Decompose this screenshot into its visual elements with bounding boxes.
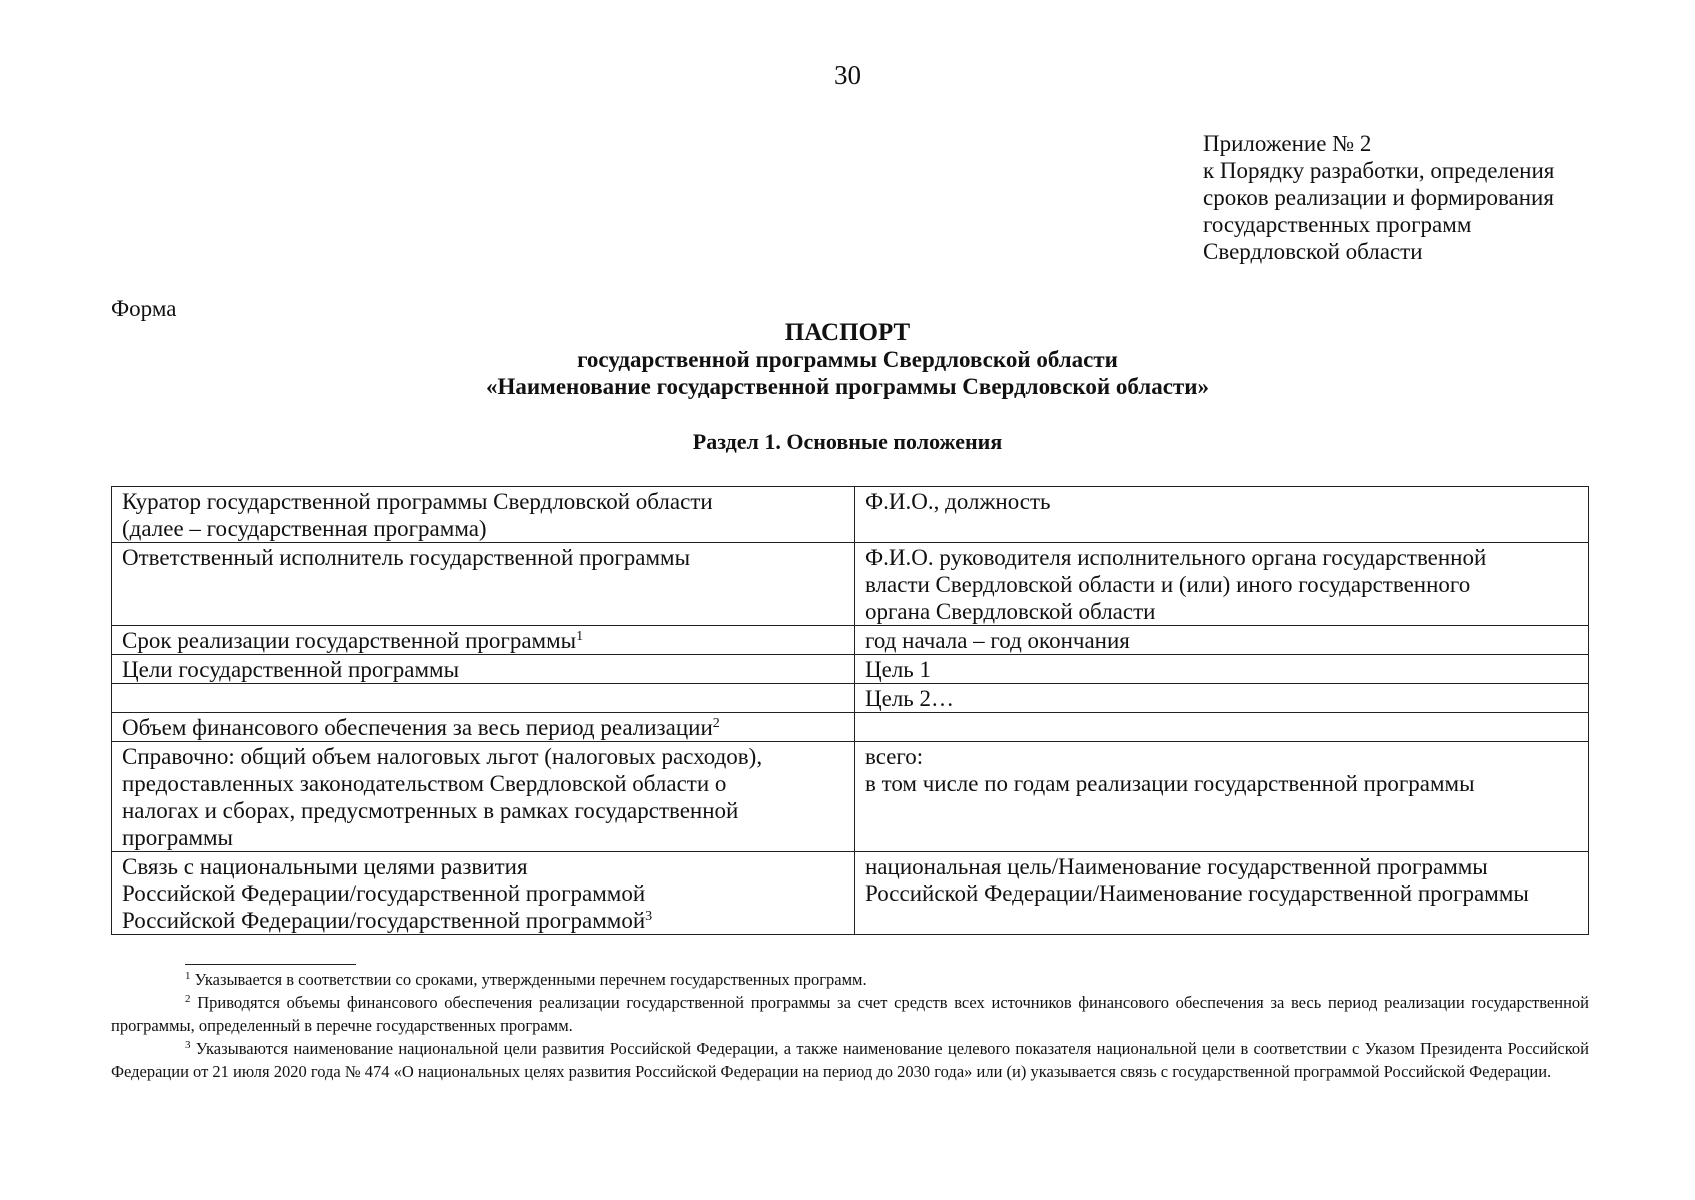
cell-text: органа Свердловской области [865, 599, 1156, 624]
table-cell-value [855, 626, 1589, 655]
footnote-item [111, 1037, 1589, 1083]
passport-table [111, 486, 1589, 935]
table-row [112, 713, 1589, 742]
table-cell-label [112, 684, 855, 713]
table-cell-value [855, 655, 1589, 684]
cell-text: Российской Федерации/Наименование государственной программы [865, 881, 1529, 906]
cell-text: национальная цель/Наименование государственной программы [865, 854, 1488, 879]
table-row [112, 655, 1589, 684]
cell-text: Связь с национальными целями развития [122, 854, 528, 879]
cell-text: Российской Федерации/государственной программой [122, 908, 646, 933]
appendix-line: Приложение № 2 [1203, 131, 1372, 156]
footnote-ref: 2 [712, 716, 720, 731]
appendix-line: сроков реализации и формирования [1203, 185, 1554, 210]
footnote-ref: 1 [576, 629, 584, 644]
table-cell-value [855, 684, 1589, 713]
footnotes [111, 968, 1589, 1083]
page-number: 30 [834, 60, 861, 90]
appendix-line: Свердловской области [1203, 239, 1423, 264]
cell-text [122, 627, 844, 654]
table-row [112, 487, 1589, 543]
table-row [112, 852, 1589, 935]
footnote-ref: 3 [645, 909, 653, 924]
footnote-marker: 3 [185, 1039, 191, 1051]
table-cell-value [855, 713, 1589, 742]
cell-text: всего: [865, 744, 924, 769]
appendix-note [1203, 130, 1554, 265]
footnote-item [111, 968, 1589, 991]
cell-text: год начала – год окончания [865, 628, 1130, 653]
cell-text: Ответственный исполнитель государственной программы [122, 545, 691, 570]
cell-text: Ф.И.О., должность [865, 489, 1051, 514]
cell-text: власти Свердловской области и (или) иного государственного [865, 572, 1471, 597]
table-row [112, 543, 1589, 626]
document-subtitle: государственной программы Свердловской области [577, 347, 1118, 372]
document-title: ПАСПОРТ [784, 319, 911, 346]
footnote-text: Указываются наименование национальной цели развития Российской Федерации, а также наименование целевого показателя национальной цели в соответствии с Указом Президента Российской Федерации от 21 июля 2020 года № 474 «О национальных целях развития Российской Федерации на период до 2030 года» или (и) указывается связь с государственной программой Российской Федерации. [111, 1039, 1589, 1081]
cell-text [122, 907, 844, 934]
section-title: Раздел 1. Основные положения [692, 429, 1003, 454]
cell-text: Справочно: общий объем налоговых льгот (налоговых расходов), [122, 744, 763, 769]
footnote-text: Приводятся объемы финансового обеспечения реализации государственной программы за счет средств всех источников финансового обеспечения за весь период реализации государственной программы, определенный в перечне государственных программ. [111, 993, 1589, 1035]
table-cell-value [855, 543, 1589, 626]
table-cell-value [855, 742, 1589, 852]
cell-text: Цель 2… [865, 686, 955, 711]
table-cell-label [112, 543, 855, 626]
document-program-name: «Наименование государственной программы Свердловской области» [486, 374, 1209, 399]
cell-text: программы [122, 825, 234, 850]
appendix-line: государственных программ [1203, 212, 1472, 237]
table-cell-label [112, 713, 855, 742]
cell-text: предоставленных законодательством Свердловской области о [122, 771, 727, 796]
cell-text: Куратор государственной программы Свердловской области [122, 489, 713, 514]
form-label: Форма [111, 296, 177, 321]
table-cell-label [112, 852, 855, 935]
table-cell-value [855, 852, 1589, 935]
cell-text: Ф.И.О. руководителя исполнительного органа государственной [865, 545, 1487, 570]
table-cell-label [112, 742, 855, 852]
table-row [112, 684, 1589, 713]
cell-text [122, 714, 844, 741]
cell-text: налогах и сборах, предусмотренных в рамках государственной [122, 798, 739, 823]
table-cell-label [112, 487, 855, 543]
table-row [112, 742, 1589, 852]
appendix-line: к Порядку разработки, определения [1203, 158, 1555, 183]
footnote-item [111, 991, 1589, 1037]
footnote-divider [185, 964, 356, 965]
document-heading [0, 319, 1695, 400]
cell-text: (далее – государственная программа) [122, 516, 487, 541]
table-cell-label [112, 626, 855, 655]
footnote-marker: 2 [185, 993, 191, 1005]
table-cell-label [112, 655, 855, 684]
table-cell-value [855, 487, 1589, 543]
table-row [112, 626, 1589, 655]
cell-text: Срок реализации государственной программы [122, 628, 577, 653]
cell-text: в том числе по годам реализации государственной программы [865, 771, 1475, 796]
cell-text: Объем финансового обеспечения за весь период реализации [122, 715, 713, 740]
footnote-text: Указывается в соответствии со сроками, утвержденными перечнем государственных программ. [190, 970, 867, 989]
cell-text: Российской Федерации/государственной программой [122, 881, 646, 906]
cell-text: Цели государственной программы [122, 657, 460, 682]
cell-text: Цель 1 [865, 657, 932, 682]
footnote-marker: 1 [185, 970, 191, 982]
